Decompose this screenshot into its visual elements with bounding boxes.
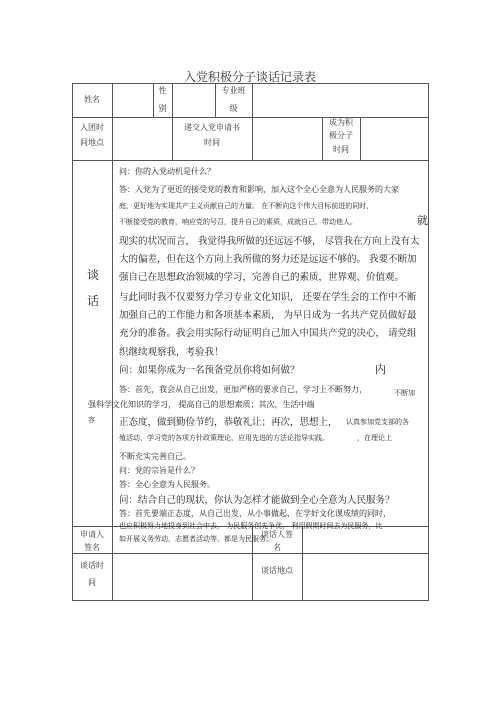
talk-place-label: 谈话地点 bbox=[261, 566, 293, 575]
col-divider bbox=[172, 83, 173, 117]
record-line: 问：结合自己的现状，你认为怎样才能做到全心全意为人民服务？ bbox=[119, 495, 395, 506]
record-label-char-2: 话 bbox=[86, 294, 99, 308]
league-label-line2: 间地点 bbox=[80, 138, 104, 147]
talker-sign-label-line1: 谈话人签 bbox=[261, 530, 293, 539]
row-divider bbox=[72, 553, 429, 554]
record-line: 问：如果你成为一名预备党员你将如何做？ bbox=[119, 365, 300, 376]
applicant-sign-label-line2: 签名 bbox=[84, 543, 100, 552]
side-text-qiang-ke-xue: 强科学文化知识的学习， 提高自己的思想素质；其次，生活中端 bbox=[88, 400, 315, 409]
side-text-bu-duan-jia: 不断加 bbox=[394, 389, 415, 397]
talker-sign-label-line2: 名 bbox=[273, 543, 281, 552]
record-line: 大的偏差，但在这个方向上我所做的努力还是远远不够的。 我要不断加 bbox=[119, 254, 417, 265]
record-line: 如开展义务劳动，志愿者活动等，都是为民服务。 bbox=[119, 535, 273, 543]
side-text-nei: 内 bbox=[375, 363, 386, 376]
side-text-zai-li-lun: ，在理论上 bbox=[357, 434, 392, 442]
record-line: 答：入党为了更近的接受党的教育和影响，加入这个全心全意为人民服务的大家 bbox=[119, 185, 399, 194]
record-line: 正态度，做到勤俭节约，恭敬礼让；再次，思想上， bbox=[119, 417, 338, 428]
name-label: 姓名 bbox=[84, 95, 100, 104]
class-label-line2: 级 bbox=[229, 104, 238, 113]
col-divider bbox=[360, 117, 361, 160]
side-text-ren-zhen: 认真参加党支部的各 bbox=[346, 418, 409, 426]
record-line: 加强自己的工作能力和各项基本素质， 为早日成为一名共产党员做好最 bbox=[119, 310, 417, 321]
record-line: 问：你的入党动机是什么？ bbox=[119, 167, 215, 176]
league-label-line1: 入团时 bbox=[80, 123, 104, 132]
activist-label-line3: 时间 bbox=[333, 145, 349, 154]
col-divider bbox=[302, 526, 303, 601]
side-text-rong: 容 bbox=[88, 416, 95, 424]
record-line: 充分的准备。我会用实际行动证明自己加入中国共产党的决心， 请党组 bbox=[119, 328, 417, 339]
col-divider bbox=[112, 160, 113, 526]
row-divider bbox=[72, 117, 429, 118]
col-divider bbox=[112, 526, 113, 601]
record-line: 答：首先，我会从自己出发，更加严格的要求自己，学习上不断努力， bbox=[119, 385, 367, 394]
record-line: 强自己在思想政治领域的学习，完善自己的素质，世界观、价值观。 bbox=[119, 272, 405, 283]
class-label-line1: 专业班 bbox=[221, 86, 246, 95]
applicant-sign-label-line1: 申请人 bbox=[80, 530, 104, 539]
record-line: 织继续观察我，考验我！ bbox=[119, 347, 224, 358]
record-line: 殖活动，学习党的各项方针政策理论，应用先进的方法论指导实践。 bbox=[119, 434, 329, 442]
record-line: 与此同时我不仅要努力学习专业文化知识， 还要在学生会的工作中不断 bbox=[119, 292, 417, 303]
record-line: 也应积极努力地投身到社会中去， 为民服务创先争优， 利用假期时间去为民服务，比 bbox=[119, 522, 383, 530]
col-divider bbox=[112, 117, 113, 160]
talk-time-label-line2: 间 bbox=[88, 578, 96, 587]
col-divider bbox=[252, 83, 253, 117]
side-text-jiu: 就 bbox=[417, 214, 428, 227]
gender-label-line1: 性 bbox=[158, 86, 167, 95]
activist-label-line2: 极分子 bbox=[329, 131, 353, 140]
record-line: 现实的状况而言， 我觉得我所做的还远远不够， 尽管我在方向上没有太 bbox=[119, 236, 420, 247]
col-divider bbox=[252, 117, 253, 160]
record-line: 问：党的宗旨是什么？ bbox=[119, 466, 199, 475]
record-line: 答：全心全意为人民服务。 bbox=[119, 480, 215, 489]
record-line: 庭，更好地为实现共产主义贡献自己的力量。 在不断向这个伟大目标前进的同时， bbox=[119, 202, 374, 210]
form-title: 入党积极分子谈话记录表 bbox=[183, 70, 316, 84]
activist-label-line1: 成为积 bbox=[329, 118, 353, 127]
record-line: 不断充实完善自己。 bbox=[119, 452, 191, 461]
col-divider bbox=[112, 83, 113, 117]
record-line: 答：首先要端正态度，从自己出发，从小事做起，在学好文化课成绩的同时， bbox=[119, 509, 391, 518]
record-label-char-1: 谈 bbox=[86, 268, 99, 282]
row-divider bbox=[72, 160, 429, 161]
application-label-line2: 时间 bbox=[204, 138, 220, 147]
talk-time-label-line1: 谈话时 bbox=[80, 561, 104, 570]
gender-label-line2: 别 bbox=[158, 104, 167, 113]
record-line: 不断接受党的教育，响应党的号召，提升自己的素质，成就自己，带动他人。 bbox=[119, 218, 357, 226]
application-label-line1: 递交入党申请书 bbox=[184, 123, 240, 132]
